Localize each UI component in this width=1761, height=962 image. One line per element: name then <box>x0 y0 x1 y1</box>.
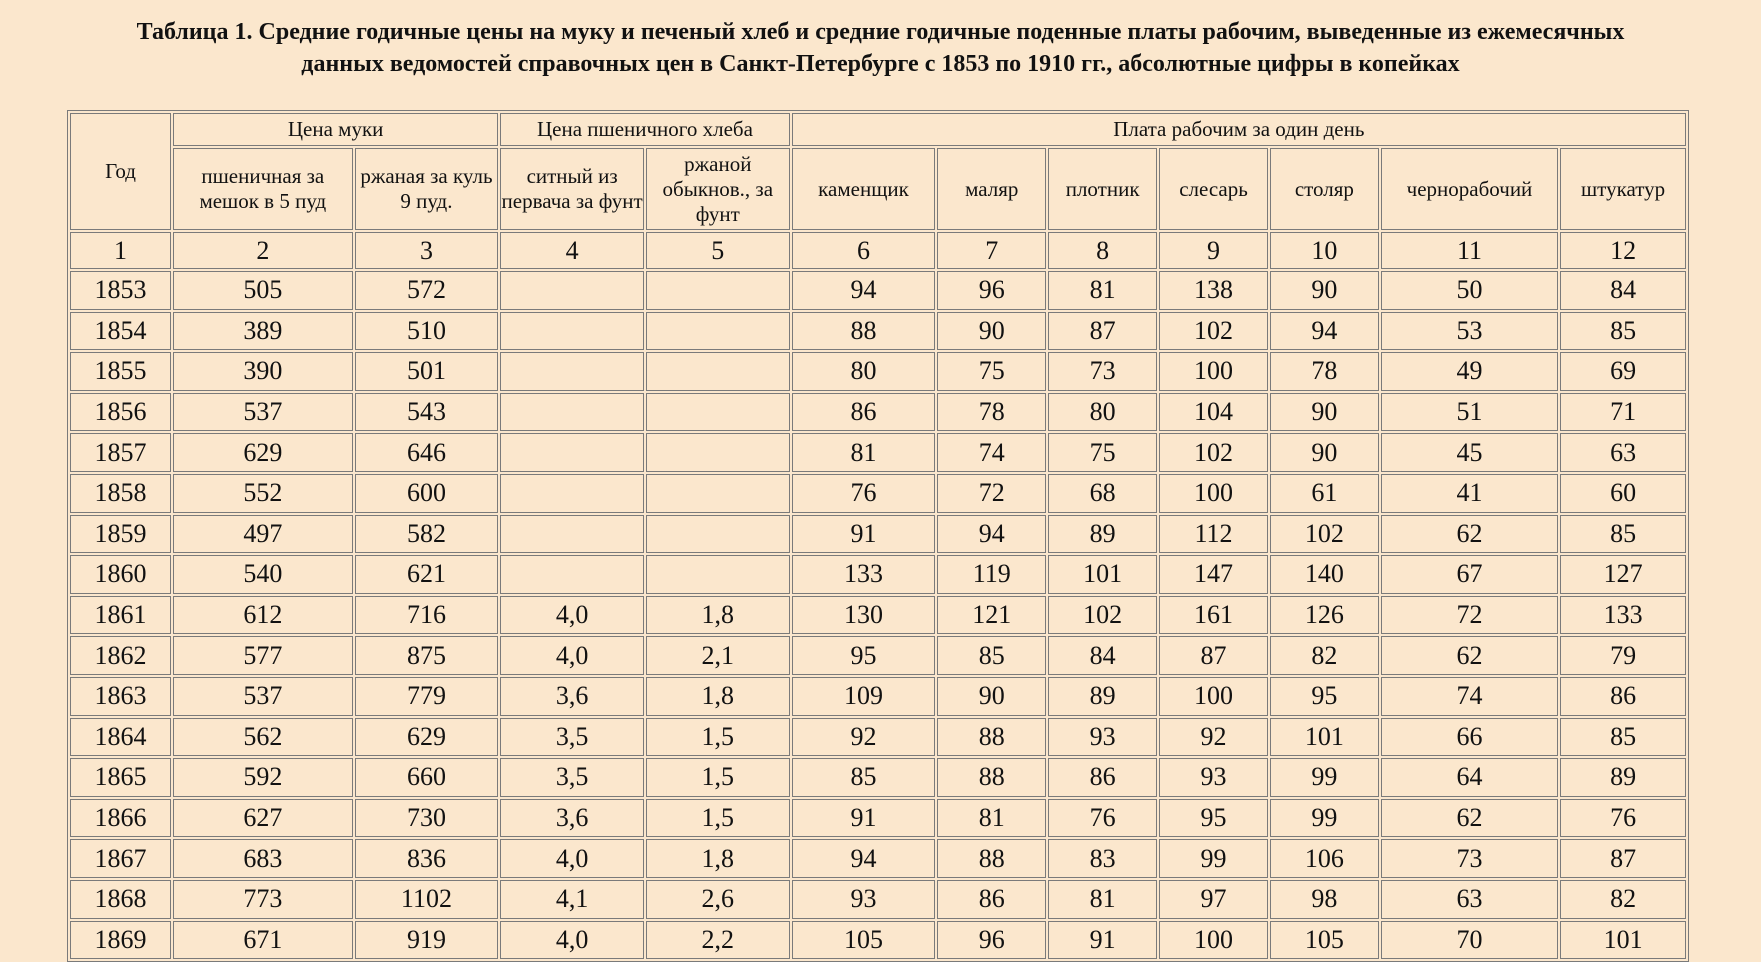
table-cell <box>500 393 644 432</box>
table-cell: 612 <box>173 596 353 635</box>
table-row <box>70 555 1686 594</box>
column-header: пшеничная за мешок в 5 пуд <box>173 148 353 230</box>
table-cell: 390 <box>173 352 353 391</box>
table-cell: 3,6 <box>500 799 644 838</box>
column-header: чернорабочий <box>1381 148 1558 230</box>
table-cell: 73 <box>1048 352 1157 391</box>
table-row <box>70 474 1686 513</box>
table-cell: 161 <box>1159 596 1268 635</box>
header-year: Год <box>70 113 171 230</box>
table-cell: 133 <box>1560 596 1686 635</box>
header-group-wages: Плата рабочим за один день <box>792 113 1686 146</box>
table-cell: 537 <box>173 677 353 716</box>
table-cell: 76 <box>1048 799 1157 838</box>
table-cell: 4,0 <box>500 921 644 960</box>
column-header: штукатур <box>1560 148 1686 230</box>
table-cell: 627 <box>173 799 353 838</box>
table-row <box>70 352 1686 391</box>
table-cell: 2,1 <box>646 636 790 675</box>
column-header: каменщик <box>792 148 936 230</box>
table-cell: 97 <box>1159 880 1268 919</box>
year-cell: 1860 <box>70 555 171 594</box>
table-cell: 91 <box>1048 921 1157 960</box>
table-row <box>70 677 1686 716</box>
table-row <box>70 799 1686 838</box>
table-cell: 79 <box>1560 636 1686 675</box>
table-cell <box>646 352 790 391</box>
table-cell: 99 <box>1270 799 1379 838</box>
table-cell: 126 <box>1270 596 1379 635</box>
table-cell: 577 <box>173 636 353 675</box>
table-cell: 80 <box>1048 393 1157 432</box>
table-cell <box>646 433 790 472</box>
table-cell: 102 <box>1159 312 1268 351</box>
table-cell: 389 <box>173 312 353 351</box>
header-group-flour: Цена муки <box>173 113 498 146</box>
table-cell: 67 <box>1381 555 1558 594</box>
table-cell: 93 <box>1048 718 1157 757</box>
table-cell: 89 <box>1560 758 1686 797</box>
column-number: 5 <box>646 232 790 269</box>
table-cell: 82 <box>1270 636 1379 675</box>
table-cell: 62 <box>1381 799 1558 838</box>
table-cell: 85 <box>1560 312 1686 351</box>
table-cell <box>500 555 644 594</box>
table-cell <box>500 352 644 391</box>
table-cell: 61 <box>1270 474 1379 513</box>
table-cell: 730 <box>355 799 499 838</box>
table-cell: 84 <box>1560 271 1686 310</box>
year-cell: 1868 <box>70 880 171 919</box>
table-cell: 96 <box>937 271 1046 310</box>
table-cell: 133 <box>792 555 936 594</box>
table-cell: 147 <box>1159 555 1268 594</box>
year-cell: 1861 <box>70 596 171 635</box>
table-cell: 78 <box>1270 352 1379 391</box>
table-cell: 621 <box>355 555 499 594</box>
table-cell: 537 <box>173 393 353 432</box>
table-cell: 62 <box>1381 515 1558 554</box>
column-number: 2 <box>173 232 353 269</box>
table-cell: 96 <box>937 921 1046 960</box>
table-cell: 94 <box>937 515 1046 554</box>
table-cell: 773 <box>173 880 353 919</box>
table-cell: 100 <box>1159 352 1268 391</box>
table-row <box>70 839 1686 878</box>
table-cell: 919 <box>355 921 499 960</box>
table-cell: 112 <box>1159 515 1268 554</box>
table-cell: 130 <box>792 596 936 635</box>
table-title <box>0 16 1761 80</box>
table-cell: 3,5 <box>500 758 644 797</box>
table-cell: 138 <box>1159 271 1268 310</box>
table-cell: 81 <box>792 433 936 472</box>
table-cell: 716 <box>355 596 499 635</box>
table-cell: 3,5 <box>500 718 644 757</box>
table-cell: 101 <box>1560 921 1686 960</box>
table-cell: 582 <box>355 515 499 554</box>
table-cell: 100 <box>1159 921 1268 960</box>
table-cell: 1102 <box>355 880 499 919</box>
table-cell: 68 <box>1048 474 1157 513</box>
table-cell: 75 <box>1048 433 1157 472</box>
column-number: 7 <box>937 232 1046 269</box>
table-cell: 94 <box>792 839 936 878</box>
table-cell: 72 <box>1381 596 1558 635</box>
table-cell: 102 <box>1048 596 1157 635</box>
table-cell: 683 <box>173 839 353 878</box>
table-cell: 62 <box>1381 636 1558 675</box>
table-cell <box>500 312 644 351</box>
table-cell: 109 <box>792 677 936 716</box>
table-cell: 101 <box>1048 555 1157 594</box>
year-cell: 1866 <box>70 799 171 838</box>
table-cell: 95 <box>792 636 936 675</box>
table-cell: 104 <box>1159 393 1268 432</box>
year-cell: 1864 <box>70 718 171 757</box>
year-cell: 1854 <box>70 312 171 351</box>
column-header: плотник <box>1048 148 1157 230</box>
table-cell: 60 <box>1560 474 1686 513</box>
table-cell <box>646 312 790 351</box>
column-number: 8 <box>1048 232 1157 269</box>
table-cell: 89 <box>1048 515 1157 554</box>
table-cell: 4,0 <box>500 596 644 635</box>
table-cell: 72 <box>937 474 1046 513</box>
table-cell: 71 <box>1560 393 1686 432</box>
table-cell: 85 <box>937 636 1046 675</box>
prices-wages-table <box>67 110 1689 962</box>
table-cell: 497 <box>173 515 353 554</box>
year-cell: 1856 <box>70 393 171 432</box>
table-row <box>70 393 1686 432</box>
title-line-1: Таблица 1. Средние годичные цены на муку и печеный хлеб и средние годичные поденные платы рабочим, выведенные из ежемесячных <box>136 19 1625 45</box>
table-cell: 89 <box>1048 677 1157 716</box>
table-cell: 78 <box>937 393 1046 432</box>
title-line-2: данных ведомостей справочных цен в Санкт-Петербурге с 1853 по 1910 гг., абсолютные цифры в копейках <box>301 51 1460 77</box>
column-number: 6 <box>792 232 936 269</box>
table-cell: 106 <box>1270 839 1379 878</box>
table-cell: 87 <box>1560 839 1686 878</box>
table-cell: 91 <box>792 799 936 838</box>
table-cell: 83 <box>1048 839 1157 878</box>
table-cell: 1,8 <box>646 596 790 635</box>
table-cell <box>646 393 790 432</box>
table-cell: 86 <box>792 393 936 432</box>
table-cell: 93 <box>792 880 936 919</box>
table-cell: 86 <box>1560 677 1686 716</box>
table-cell: 90 <box>937 312 1046 351</box>
table-cell: 63 <box>1560 433 1686 472</box>
year-cell: 1862 <box>70 636 171 675</box>
table-cell <box>646 271 790 310</box>
table-cell: 63 <box>1381 880 1558 919</box>
table-cell: 3,6 <box>500 677 644 716</box>
table-cell: 1,5 <box>646 799 790 838</box>
table-cell: 88 <box>937 718 1046 757</box>
year-cell: 1859 <box>70 515 171 554</box>
table-cell: 81 <box>1048 880 1157 919</box>
table-cell: 4,0 <box>500 636 644 675</box>
table-cell: 552 <box>173 474 353 513</box>
table-cell: 93 <box>1159 758 1268 797</box>
table-cell: 99 <box>1159 839 1268 878</box>
table-cell: 74 <box>937 433 1046 472</box>
table-cell: 90 <box>1270 271 1379 310</box>
table-cell: 85 <box>792 758 936 797</box>
table-cell: 4,0 <box>500 839 644 878</box>
table-cell: 100 <box>1159 677 1268 716</box>
table-cell: 99 <box>1270 758 1379 797</box>
table-cell: 69 <box>1560 352 1686 391</box>
table-cell: 105 <box>792 921 936 960</box>
year-cell: 1855 <box>70 352 171 391</box>
column-header: столяр <box>1270 148 1379 230</box>
year-cell: 1853 <box>70 271 171 310</box>
table-cell: 105 <box>1270 921 1379 960</box>
table-row <box>70 636 1686 675</box>
table-cell: 646 <box>355 433 499 472</box>
table-cell: 1,8 <box>646 677 790 716</box>
table-cell: 92 <box>1159 718 1268 757</box>
table-cell: 102 <box>1270 515 1379 554</box>
table-cell: 87 <box>1159 636 1268 675</box>
table-cell: 660 <box>355 758 499 797</box>
table-cell: 86 <box>937 880 1046 919</box>
table-cell: 1,5 <box>646 718 790 757</box>
year-cell: 1867 <box>70 839 171 878</box>
table-cell: 95 <box>1270 677 1379 716</box>
column-header: слесарь <box>1159 148 1268 230</box>
table-cell: 592 <box>173 758 353 797</box>
table-cell: 92 <box>792 718 936 757</box>
table-cell: 1,8 <box>646 839 790 878</box>
table-cell: 76 <box>1560 799 1686 838</box>
table-row <box>70 718 1686 757</box>
column-number: 12 <box>1560 232 1686 269</box>
table-cell: 102 <box>1159 433 1268 472</box>
table-cell: 501 <box>355 352 499 391</box>
table-cell: 50 <box>1381 271 1558 310</box>
table-row <box>70 758 1686 797</box>
column-header: ситный из первача за фунт <box>500 148 644 230</box>
table-cell: 121 <box>937 596 1046 635</box>
table-cell: 49 <box>1381 352 1558 391</box>
table-cell: 543 <box>355 393 499 432</box>
column-number: 9 <box>1159 232 1268 269</box>
table-row <box>70 880 1686 919</box>
table-cell: 73 <box>1381 839 1558 878</box>
table-cell: 140 <box>1270 555 1379 594</box>
table-cell: 66 <box>1381 718 1558 757</box>
table-cell: 86 <box>1048 758 1157 797</box>
table-cell <box>500 515 644 554</box>
table-cell <box>500 433 644 472</box>
table-cell: 562 <box>173 718 353 757</box>
table-cell: 81 <box>937 799 1046 838</box>
table-cell: 80 <box>792 352 936 391</box>
table-cell: 45 <box>1381 433 1558 472</box>
table-cell: 94 <box>792 271 936 310</box>
table-cell <box>646 474 790 513</box>
table-cell: 875 <box>355 636 499 675</box>
table-cell: 88 <box>937 839 1046 878</box>
table-cell: 41 <box>1381 474 1558 513</box>
table-cell: 600 <box>355 474 499 513</box>
table-cell: 81 <box>1048 271 1157 310</box>
table-row <box>70 271 1686 310</box>
table-cell: 70 <box>1381 921 1558 960</box>
year-cell: 1869 <box>70 921 171 960</box>
table-cell: 64 <box>1381 758 1558 797</box>
table-cell: 98 <box>1270 880 1379 919</box>
column-header: маляр <box>937 148 1046 230</box>
table-cell: 510 <box>355 312 499 351</box>
column-number: 3 <box>355 232 499 269</box>
table-cell: 119 <box>937 555 1046 594</box>
table-cell: 100 <box>1159 474 1268 513</box>
table-cell: 1,5 <box>646 758 790 797</box>
table-cell <box>646 515 790 554</box>
column-number: 10 <box>1270 232 1379 269</box>
table-cell: 2,6 <box>646 880 790 919</box>
table-row <box>70 596 1686 635</box>
table-cell: 95 <box>1159 799 1268 838</box>
table-cell: 629 <box>173 433 353 472</box>
table-cell: 76 <box>792 474 936 513</box>
table-cell: 671 <box>173 921 353 960</box>
table-row <box>70 312 1686 351</box>
column-number: 11 <box>1381 232 1558 269</box>
table-cell <box>500 271 644 310</box>
table-cell: 85 <box>1560 718 1686 757</box>
table-row <box>70 515 1686 554</box>
table-cell: 572 <box>355 271 499 310</box>
table-row <box>70 921 1686 960</box>
table-cell: 87 <box>1048 312 1157 351</box>
table-cell: 101 <box>1270 718 1379 757</box>
column-header: ржаной обыкнов., за фунт <box>646 148 790 230</box>
table-cell: 88 <box>937 758 1046 797</box>
table-cell: 88 <box>792 312 936 351</box>
table-cell: 836 <box>355 839 499 878</box>
table-cell: 82 <box>1560 880 1686 919</box>
column-header: ржаная за куль 9 пуд. <box>355 148 499 230</box>
table-cell: 90 <box>1270 393 1379 432</box>
table-cell: 51 <box>1381 393 1558 432</box>
table-cell: 505 <box>173 271 353 310</box>
table-cell: 74 <box>1381 677 1558 716</box>
column-number: 4 <box>500 232 644 269</box>
column-number: 1 <box>70 232 171 269</box>
table-cell: 779 <box>355 677 499 716</box>
year-cell: 1858 <box>70 474 171 513</box>
table-cell: 75 <box>937 352 1046 391</box>
table-cell: 2,2 <box>646 921 790 960</box>
year-cell: 1865 <box>70 758 171 797</box>
table-cell <box>646 555 790 594</box>
table-cell: 540 <box>173 555 353 594</box>
table-cell: 91 <box>792 515 936 554</box>
table-cell: 127 <box>1560 555 1686 594</box>
table-cell: 90 <box>937 677 1046 716</box>
table-cell: 629 <box>355 718 499 757</box>
header-group-bread: Цена пшеничного хлеба <box>500 113 789 146</box>
year-cell: 1857 <box>70 433 171 472</box>
table-cell: 90 <box>1270 433 1379 472</box>
table-row <box>70 433 1686 472</box>
table-cell: 84 <box>1048 636 1157 675</box>
table-cell: 94 <box>1270 312 1379 351</box>
table-cell: 53 <box>1381 312 1558 351</box>
year-cell: 1863 <box>70 677 171 716</box>
table-cell: 85 <box>1560 515 1686 554</box>
table-cell: 4,1 <box>500 880 644 919</box>
table-cell <box>500 474 644 513</box>
